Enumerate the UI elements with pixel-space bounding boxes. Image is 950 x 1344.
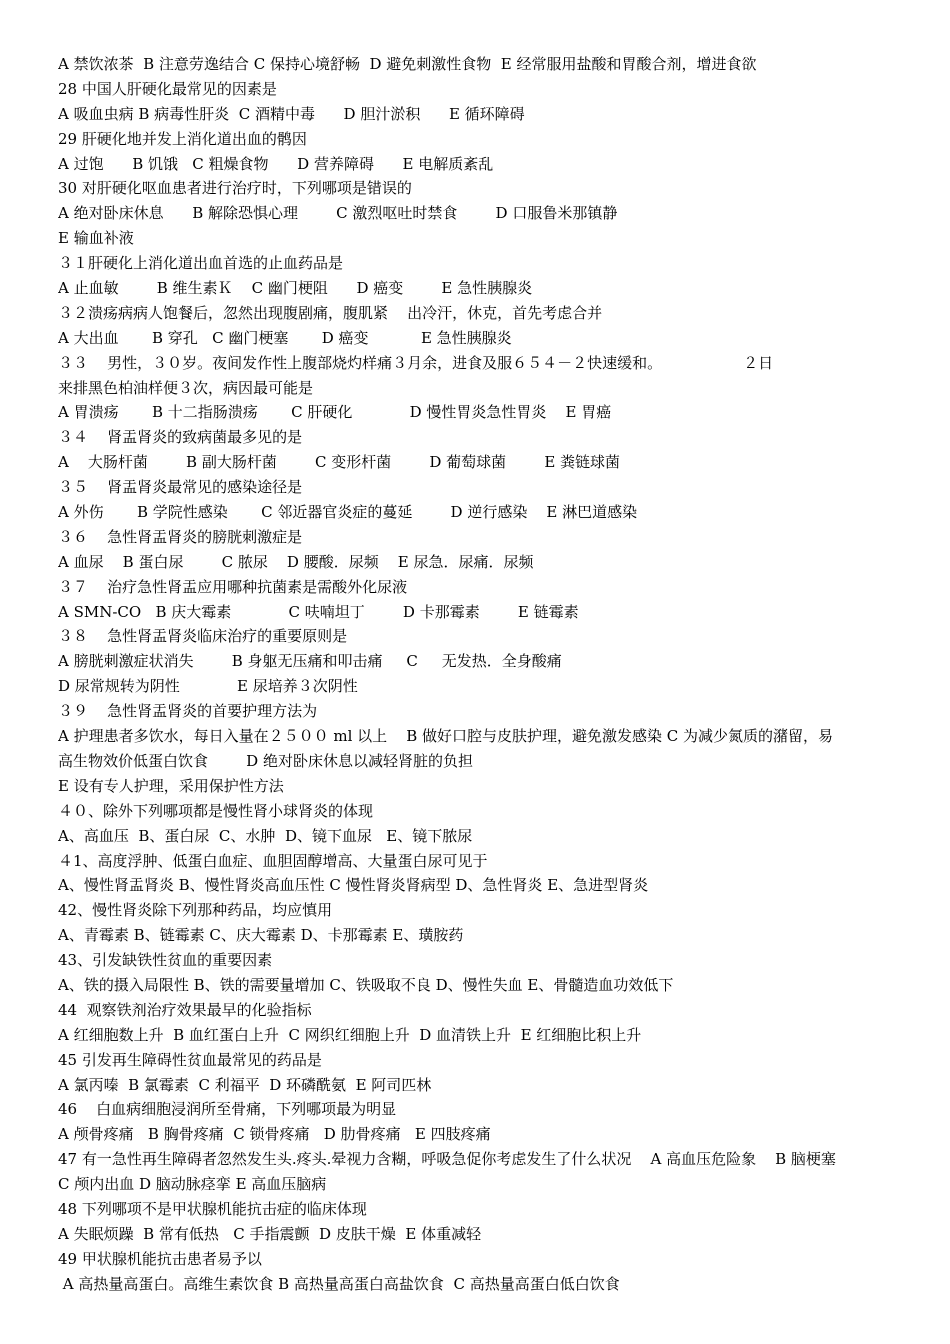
question-38: ３８ 急性肾盂肾炎临床治疗的重要原则是: [58, 627, 348, 646]
options-43: A、铁的摄入局限性 B、铁的需要量增加 C、铁吸取不良 D、慢性失血 E、骨髓造血功效低下: [58, 975, 674, 994]
options-37: A SMN-CO B 庆大霉素 C 呋喃坦丁 D 卡那霉素 E 链霉素: [58, 602, 579, 621]
options-39-cont: 高生物效价低蛋白饮食 D 绝对卧床休息以减轻肾脏的负担: [58, 751, 473, 770]
question-49: 49 甲状腺机能抗击患者易予以: [58, 1249, 262, 1268]
question-48: 48 下列哪项不是甲状腺机能抗击症的临床体现: [58, 1199, 367, 1218]
question-31: ３１肝硬化上消化道出血首选的止血药品是: [58, 254, 344, 273]
options-39-cont2: E 设有专人护理，采用保护性方法: [58, 776, 284, 795]
question-40: ４０、除外下列哪项都是慢性肾小球肾炎的体现: [58, 801, 374, 820]
options-29: A 过饱 B 饥饿 C 粗燥食物 D 营养障碍 E 电解质紊乱: [58, 154, 494, 173]
document-page: [58, 52, 908, 1297]
question-43: 43、引发缺铁性贫血的重要因素: [58, 951, 273, 970]
question-34: ３４ 肾盂肾炎的致病菌最多见的是: [58, 428, 303, 447]
options-40: A、高血压 B、蛋白尿 C、水肿 D、镜下血尿 E、镜下脓尿: [58, 826, 473, 845]
options-30-cont: E 输血补液: [58, 229, 134, 248]
question-44: 44 观察铁剂治疗效果最早的化验指标: [58, 1000, 312, 1019]
question-29: 29 肝硬化地并发上消化道出血的鹘因: [58, 129, 307, 148]
text-line: A 禁饮浓茶 B 注意劳逸结合 C 保持心境舒畅 D 避免刺激性食物 E 经常服用盐酸和胃酸合剂，增进食欲: [58, 55, 757, 73]
options-28: A 吸血虫病 B 病毒性肝炎 C 酒精中毒 D 胆汁淤积 E 循环障碍: [58, 104, 525, 123]
question-39: ３９ 急性肾盂肾炎的首要护理方法为: [58, 702, 318, 721]
question-42: 42、慢性肾炎除下列那种药品，均应慎用: [58, 901, 333, 920]
options-30: A 绝对卧床休息 B 解除恐惧心理 C 激烈呕吐时禁食 D 口服鲁米那镇静: [58, 204, 618, 223]
options-48: A 失眠烦躁 B 常有低热 C 手指震颤 D 皮肤干燥 E 体重减轻: [58, 1224, 482, 1243]
question-37: ３７ 治疗急性肾盂应用哪种抗菌素是需酸外化尿液: [58, 577, 408, 596]
question-46: 46 白血病细胞浸润所至骨痛，下列哪项最为明显: [58, 1100, 397, 1119]
question-33: ３３ 男性，３０岁。夜间发作性上腹部烧灼样痛３月余，进食及服６５４－２快速缓和。 ２日: [58, 353, 774, 372]
question-28: 28 中国人肝硬化最常见的因素是: [58, 79, 277, 98]
options-46: A 颅骨疼痛 B 胸骨疼痛 C 锁骨疼痛 D 肋骨疼痛 E 四肢疼痛: [58, 1125, 491, 1144]
question-35: ３５ 肾盂肾炎最常见的感染途径是: [58, 478, 303, 497]
options-41: A、慢性肾盂肾炎 B、慢性肾炎高血压性 C 慢性肾炎肾病型 D、急性肾炎 E、急进型肾炎: [58, 876, 649, 895]
options-38: A 膀胱刺激症状消失 B 身躯无压痛和叩击痛 C 无发热．全身酸痛: [58, 652, 562, 671]
options-47: C 颅内出血 D 脑动脉痉挛 E 高血压脑病: [58, 1175, 327, 1194]
options-36: A 血尿 B 蛋白尿 C 脓尿 D 腰酸．尿频 E 尿急．尿痛．尿频: [58, 552, 534, 571]
question-47: 47 有一急性再生障碍者忽然发生头.疼头.晕视力含糊，呼吸急促你考虑发生了什么状况 A 高血压危险象 B 脑梗塞: [58, 1150, 836, 1169]
question-41: ４1、高度浮肿、低蛋白血症、血胆固醇增高、大量蛋白尿可见于: [58, 851, 488, 870]
options-45: A 氯丙嗪 B 氯霉素 C 利福平 D 环磷酰氨 E 阿司匹林: [58, 1075, 432, 1094]
options-33: A 胃溃疡 B 十二指肠溃疡 C 肝硬化 D 慢性胃炎急性胃炎 E 胃癌: [58, 403, 612, 422]
options-32: A 大出血 B 穿孔 C 幽门梗塞 D 癌变 E 急性胰腺炎: [58, 328, 512, 347]
question-45: 45 引发再生障碍性贫血最常见的药品是: [58, 1050, 322, 1069]
options-35: A 外伤 B 学院性感染 C 邻近器官炎症的蔓延 D 逆行感染 E 淋巴道感染: [58, 503, 638, 522]
options-44: A 红细胞数上升 B 血红蛋白上升 C 网织红细胞上升 D 血清铁上升 E 红细胞比积上升: [58, 1025, 642, 1044]
options-42: A、青霉素 B、链霉素 C、庆大霉素 D、卡那霉素 E、璜胺药: [58, 926, 464, 945]
options-39: A 护理患者多饮水，每日入量在２５００ ml 以上 B 做好口腔与皮肤护理，避免激发感染 C 为减少氮质的潴留，易: [58, 727, 834, 746]
question-32: ３２溃疡病病人饱餐后，忽然出现腹剧痛，腹肌紧 出冷汗，休克，首先考虑合并: [58, 303, 603, 322]
question-30: 30 对肝硬化呕血患者进行治疗时，下列哪项是错误的: [58, 179, 412, 198]
options-49: A 高热量高蛋白。高维生素饮食 B 高热量高蛋白高盐饮食 C 高热量高蛋白低白饮食: [58, 1274, 620, 1293]
options-31: A 止血敏 B 维生素Ｋ C 幽门梗阻 D 癌变 E 急性胰腺炎: [58, 279, 533, 298]
question-36: ３６ 急性肾盂肾炎的膀胱刺激症是: [58, 527, 303, 546]
options-34: A 大肠杆菌 B 副大肠杆菌 C 变形杆菌 D 葡萄球菌 E 粪链球菌: [58, 453, 621, 472]
question-33-cont: 来排黑色柏油样便３次，病因最可能是: [58, 378, 314, 397]
options-38-cont: D 尿常规转为阴性 E 尿培养３次阴性: [58, 677, 358, 696]
